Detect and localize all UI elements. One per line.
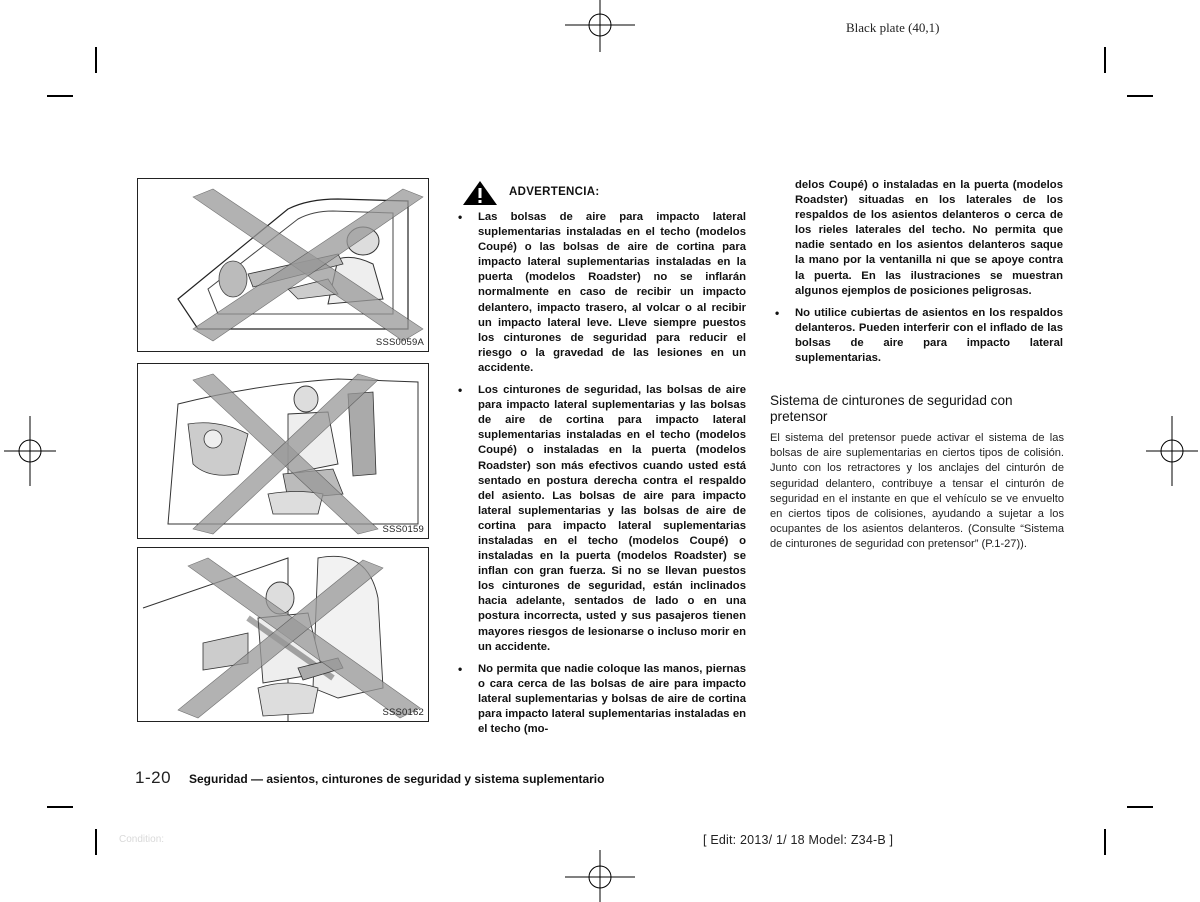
warning-header <box>459 180 759 204</box>
warning-item: • No permita que nadie coloque las manos, piernas o cara cerca de las bolsas de aire para impacto lateral suplementarias y bolsas de aire de cortina para impacto lateral suplementarias instaladas en el techo (mo- <box>458 662 746 737</box>
plate-label: Black plate (40,1) <box>846 20 940 35</box>
figure-code: SSS0162 <box>382 707 424 718</box>
registration-target-right <box>1146 416 1198 486</box>
figure-sss0159 <box>137 363 429 539</box>
section-title: Sistema de cinturones de seguridad con pretensor <box>770 393 1013 424</box>
warning-item: • Las bolsas de aire para impacto lateral suplementarias instaladas en el techo (modelos Coupé) o las bolsas de aire de cortina para impacto lateral suplementarias instaladas en la puerta (modelos Roadster) no se inflarán normalmente en caso de recibir un impacto delantero, impacto trasero, al volcar o al recibir un impacto lateral leve. Lleve siempre puestos los cinturones de seguridad para reducir el riesgo o la gravedad de las lesiones en un accidente. <box>458 210 746 376</box>
section-body: El sistema del pretensor puede activar el sistema de las bolsas de aire suplementarias en ciertos tipos de colisión. Junto con los retractores y los anclajes del cinturón de seguridad delantero, contribuye a tensar el cinturón de seguridad en el instante en que el vehículo se ve envuelto en ciertos tipos de colisiones, ayudando a sujetar a los ocupantes de los asientos delanteros. (Consulte “Sistema de cinturones de seguridad con pretensor” (P.1-27)). <box>770 432 1064 551</box>
warning-item: • No utilice cubiertas de asientos en los respaldos delanteros. Pueden interferir con el inflado de las bolsas de aire para impacto lateral suplementarias. <box>775 306 1063 366</box>
figure-sss0059a <box>137 178 429 352</box>
registration-target-left <box>4 416 56 486</box>
warning-triangle-icon <box>462 180 498 206</box>
right-column <box>775 178 1063 373</box>
edit-info: [ Edit: 2013/ 1/ 18 Model: Z34-B ] <box>703 833 894 847</box>
warning-list <box>458 210 746 737</box>
warning-item: • Los cinturones de seguridad, las bolsas de aire para impacto lateral suplementarias y las bolsas de aire de cortina para impacto lateral suplementarias instaladas en el techo (modelos Coupé) o instaladas en la puerta (modelos Roadster) son más efectivos cuando usted está sentado en postura derecha contra el respaldo del asiento. Las bolsas de aire para impacto lateral suplementarias y las bolsas de aire de cortina para impacto lateral suplementarias instaladas en el techo (modelos Coupé) o instaladas en la puerta (modelos Roadster) se inflan con gran fuerza. Si no se llevan puestos los cinturones de seguridad, están inclinados hacia adelante, sentados de lado o en una postura incorrecta, usted y sus pasajeros tienen mayores riesgos de lesionarse o incluso morir en un accidente. <box>458 383 746 655</box>
illustration-dashboard-occupant <box>138 364 429 539</box>
page-number: 1-20 <box>135 768 172 787</box>
registration-target-top <box>565 0 635 52</box>
illustration-window-occupant <box>138 179 429 352</box>
figure-code: SSS0159 <box>382 524 424 535</box>
illustration-child-seatbelt <box>138 548 429 722</box>
warning-list-continued <box>775 306 1063 366</box>
condition-label: Condition: <box>119 834 165 845</box>
warning-title: ADVERTENCIA: <box>509 186 600 198</box>
figure-code: SSS0059A <box>375 337 424 348</box>
chapter-title: Seguridad — asientos, cinturones de seguridad y sistema suplementario <box>189 772 605 786</box>
figure-sss0162 <box>137 547 429 722</box>
warning-column <box>458 210 746 737</box>
registration-target-bottom <box>565 850 635 902</box>
warning-continuation: delos Coupé) o instaladas en la puerta (modelos Roadster) situadas en los laterales de los respaldos de los asientos delanteros o cerca de los rieles laterales del techo. No permita que nadie sentado en los asientos delanteros saque la mano por la ventanilla ni que se apoye contra la puerta. En las ilustraciones se muestran algunos ejemplos de posiciones peligrosas. <box>795 179 1063 297</box>
